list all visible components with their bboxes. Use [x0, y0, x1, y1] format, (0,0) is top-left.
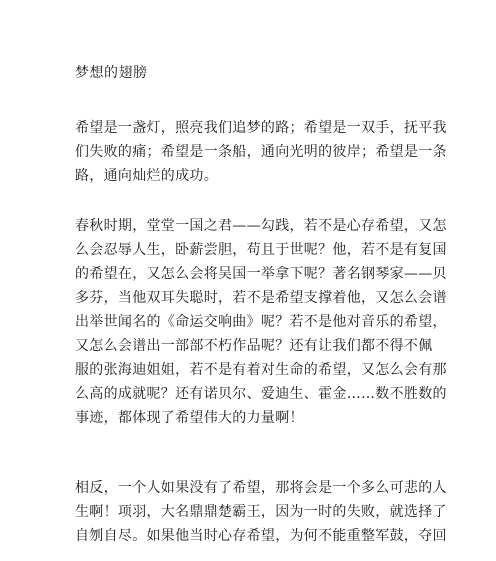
paragraph-2	[75, 214, 447, 430]
paragraph-line: 么会忍辱人生，卧薪尝胆，苟且于世呢？他，若不是有复国	[75, 242, 447, 258]
paragraph-line: 们失败的痛；希望是一条船，通向光明的彼岸；希望是一条	[75, 144, 447, 160]
paragraph-line: 春秋时期，堂堂一国之君——勾践，若不是心存希望，又怎	[75, 218, 447, 234]
paragraph-line: 出举世闻名的《命运交响曲》呢？若不是他对音乐的希望，	[75, 314, 447, 330]
paragraph-line: 服的张海迪姐姐，若不是有着对生命的希望，又怎么会有那	[75, 362, 447, 378]
document-title: 梦想的翅膀	[75, 65, 148, 81]
paragraph-line: 多芬，当他双耳失聪时，若不是希望支撑着他，又怎么会谱	[75, 290, 447, 306]
paragraph-line: 相反，一个人如果没有了希望，那将会是一个多么可悲的人	[75, 480, 447, 496]
paragraph-line: 的希望在，又怎么会将吴国一举拿下呢？著名钢琴家——贝	[75, 266, 447, 282]
paragraph-line: 自刎自尽。如果他当时心存希望，为何不能重整军鼓，夺回	[75, 528, 447, 544]
paragraph-line: 希望是一盏灯，照亮我们追梦的路；希望是一双手，抚平我	[75, 120, 447, 136]
paragraph-line: 么高的成就呢？还有诺贝尔、爱迪生、霍金……数不胜数的	[75, 386, 447, 402]
paragraph-line: 又怎么会谱出一部部不朽作品呢？还有让我们都不得不佩	[75, 338, 433, 354]
paragraph-3	[75, 476, 447, 548]
paragraph-line: 生啊！项羽，大名鼎鼎楚霸王，因为一时的失败，就选择了	[75, 504, 447, 520]
paragraph-line: 路，通向灿烂的成功。	[75, 168, 218, 184]
paragraph-line: 事迹，都体现了希望伟大的力量啊！	[75, 410, 304, 426]
paragraph-1	[75, 116, 447, 188]
